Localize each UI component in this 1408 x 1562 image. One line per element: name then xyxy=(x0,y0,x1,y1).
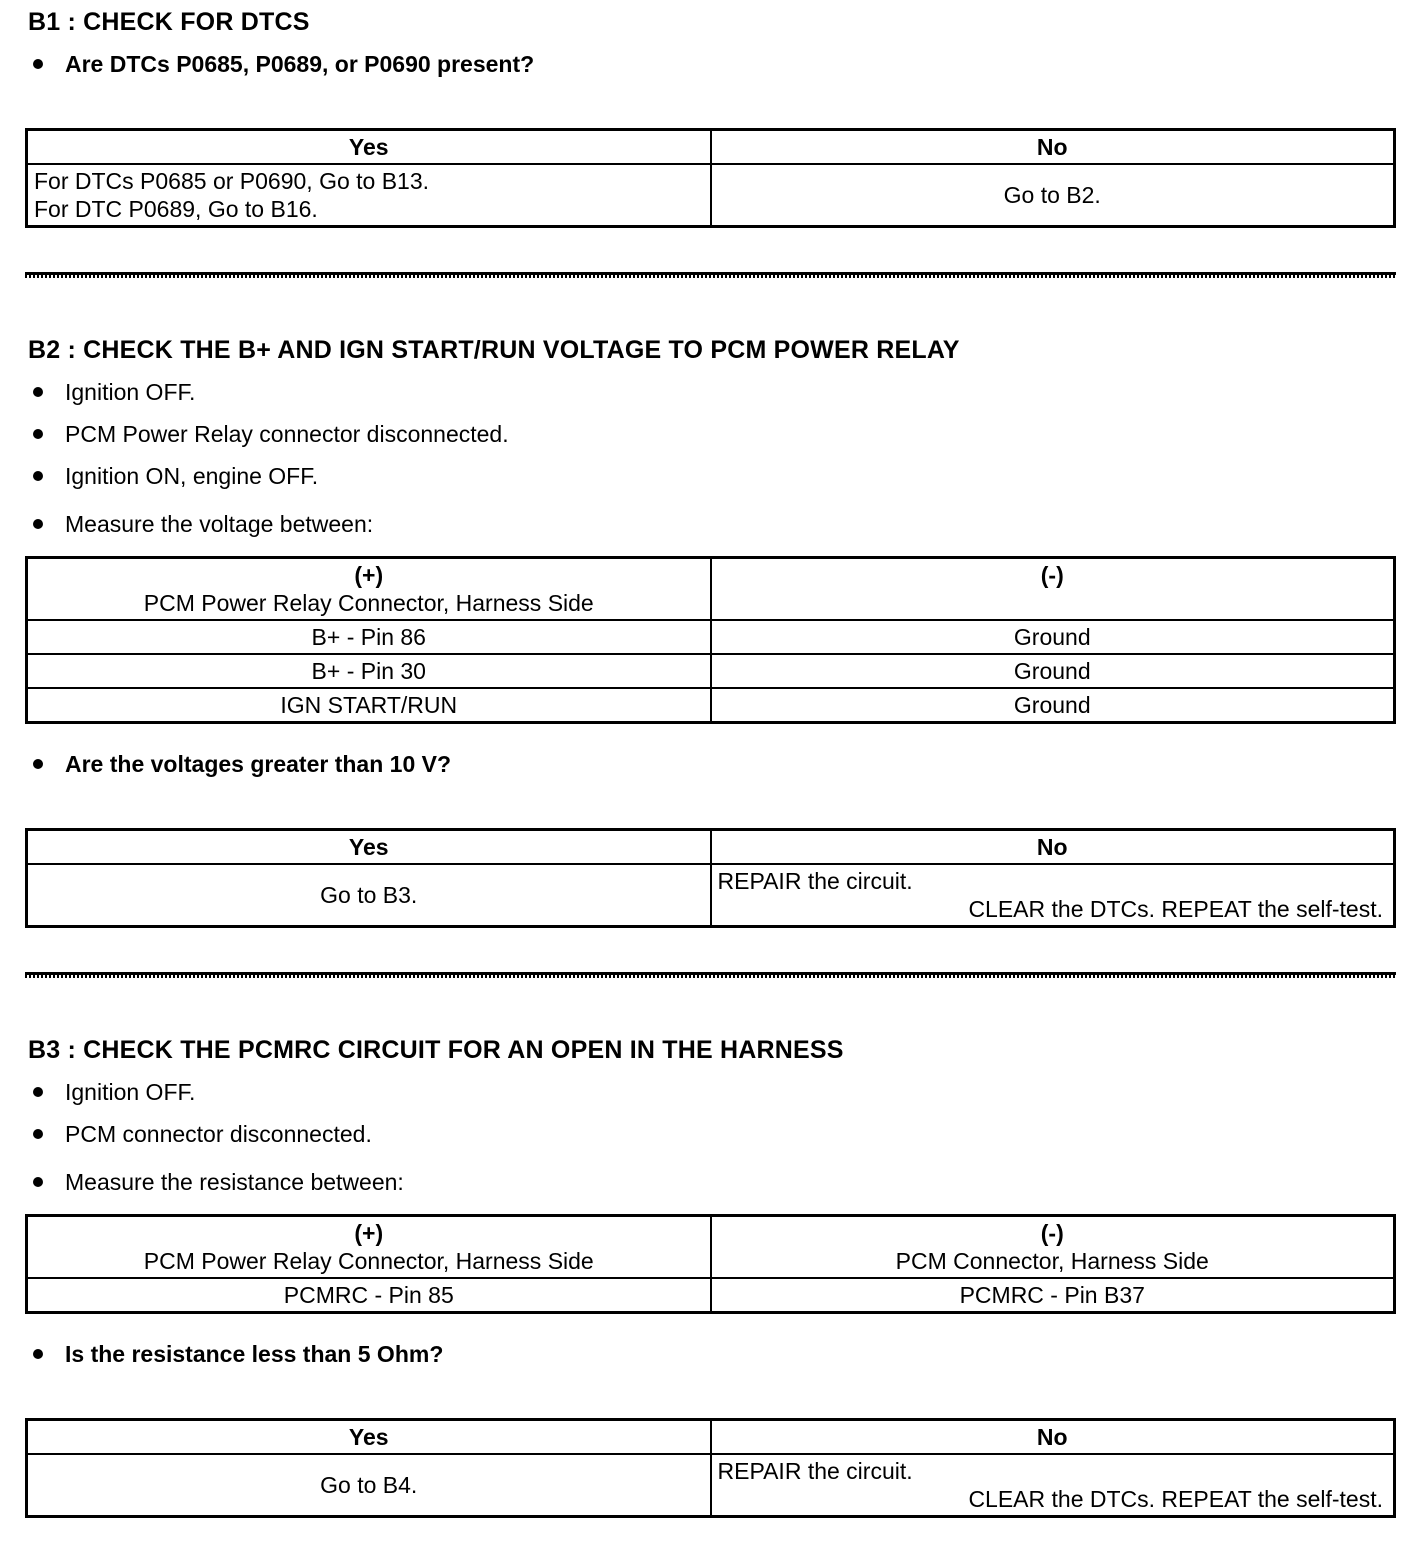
bullet-icon xyxy=(33,1087,43,1097)
measure-col1-sublabel: PCM Power Relay Connector, Harness Side xyxy=(143,1248,594,1274)
measure-cell: IGN START/RUN xyxy=(27,688,711,723)
measure-cell: Ground xyxy=(711,620,1395,654)
section-b3 xyxy=(25,1036,1396,1518)
question-text: Are DTCs P0685, P0689, or P0690 present? xyxy=(65,51,535,77)
section-b2-heading: B2 : CHECK THE B+ AND IGN START/RUN VOLTAGE TO PCM POWER RELAY xyxy=(28,336,960,364)
measure-header-row xyxy=(27,558,1395,621)
plus-sign-label: (+) xyxy=(354,1220,384,1246)
bullet-icon xyxy=(33,1129,43,1139)
measure-cell: B+ - Pin 30 xyxy=(27,654,711,688)
yes-header: Yes xyxy=(27,830,711,865)
bullet-icon xyxy=(33,519,43,529)
minus-sign-label: (-) xyxy=(1040,1220,1064,1246)
measure-table xyxy=(25,556,1396,724)
bullet-item xyxy=(25,510,1396,538)
measure-row xyxy=(27,1278,1395,1313)
bullet-text: Ignition OFF. xyxy=(65,379,196,405)
no-cell-line: REPAIR the circuit. xyxy=(717,1458,913,1484)
section-divider xyxy=(25,272,1396,278)
bullet-item xyxy=(25,1078,1396,1106)
measure-cell: B+ - Pin 86 xyxy=(27,620,711,654)
bullet-icon xyxy=(33,1177,43,1187)
bullet-icon xyxy=(33,429,43,439)
document-body xyxy=(25,8,1396,1518)
measure-row xyxy=(27,688,1395,723)
measure-col1-header xyxy=(27,1216,711,1279)
bullet-text: Measure the resistance between: xyxy=(65,1169,404,1195)
measure-cell: PCMRC - Pin B37 xyxy=(711,1278,1395,1313)
section-divider xyxy=(25,972,1396,978)
measure-col2-header xyxy=(711,558,1395,621)
section-b3-heading: B3 : CHECK THE PCMRC CIRCUIT FOR AN OPEN IN THE HARNESS xyxy=(28,1036,844,1064)
decision-table xyxy=(25,1418,1396,1518)
yes-cell xyxy=(27,164,711,227)
bullet-text: Measure the voltage between: xyxy=(65,511,374,537)
measure-cell: Ground xyxy=(711,688,1395,723)
section-b2 xyxy=(25,336,1396,928)
measure-col1-header xyxy=(27,558,711,621)
no-cell: Go to B2. xyxy=(711,164,1395,227)
measure-col2-sublabel: PCM Connector, Harness Side xyxy=(895,1248,1209,1274)
yes-header: Yes xyxy=(27,130,711,165)
no-cell-line: CLEAR the DTCs. REPEAT the self-test. xyxy=(968,1486,1383,1512)
measure-table xyxy=(25,1214,1396,1314)
decision-header-row xyxy=(27,1420,1395,1455)
decision-header-row xyxy=(27,830,1395,865)
yes-cell-line: For DTC P0689, Go to B16. xyxy=(34,196,318,222)
decision-table xyxy=(25,828,1396,928)
no-cell xyxy=(711,864,1395,927)
no-header: No xyxy=(711,130,1395,165)
question-text: Is the resistance less than 5 Ohm? xyxy=(65,1341,444,1367)
measure-row xyxy=(27,654,1395,688)
bullet-icon xyxy=(33,471,43,481)
measure-cell: PCMRC - Pin 85 xyxy=(27,1278,711,1313)
bullet-item xyxy=(25,420,1396,448)
bullet-text: Ignition ON, engine OFF. xyxy=(65,463,319,489)
decision-header-row xyxy=(27,130,1395,165)
decision-table xyxy=(25,128,1396,228)
yes-cell-line: For DTCs P0685 or P0690, Go to B13. xyxy=(34,168,430,194)
no-cell-line: CLEAR the DTCs. REPEAT the self-test. xyxy=(968,896,1383,922)
no-cell xyxy=(711,1454,1395,1517)
no-header: No xyxy=(711,1420,1395,1455)
no-cell-line: REPAIR the circuit. xyxy=(717,868,913,894)
decision-body-row xyxy=(27,164,1395,227)
no-header: No xyxy=(711,830,1395,865)
section-b1-heading: B1 : CHECK FOR DTCS xyxy=(28,8,310,36)
minus-sign-label: (-) xyxy=(1040,562,1064,588)
yes-cell: Go to B3. xyxy=(27,864,711,927)
decision-body-row xyxy=(27,1454,1395,1517)
yes-header: Yes xyxy=(27,1420,711,1455)
bullet-text: Ignition OFF. xyxy=(65,1079,196,1105)
bullet-icon xyxy=(33,1349,43,1359)
measure-col1-sublabel: PCM Power Relay Connector, Harness Side xyxy=(143,590,594,616)
bullet-icon xyxy=(33,59,43,69)
measure-cell: Ground xyxy=(711,654,1395,688)
bullet-text: PCM Power Relay connector disconnected. xyxy=(65,421,509,447)
measure-col2-header xyxy=(711,1216,1395,1279)
section-b1 xyxy=(25,8,1396,228)
question-item xyxy=(25,1340,1396,1368)
bullet-text: PCM connector disconnected. xyxy=(65,1121,372,1147)
measure-header-row xyxy=(27,1216,1395,1279)
bullet-icon xyxy=(33,387,43,397)
bullet-item xyxy=(25,1120,1396,1148)
decision-body-row xyxy=(27,864,1395,927)
plus-sign-label: (+) xyxy=(354,562,384,588)
question-item xyxy=(25,750,1396,778)
question-text: Are the voltages greater than 10 V? xyxy=(65,751,452,777)
bullet-item xyxy=(25,378,1396,406)
yes-cell: Go to B4. xyxy=(27,1454,711,1517)
bullet-icon xyxy=(33,759,43,769)
question-item xyxy=(25,50,1396,78)
bullet-item xyxy=(25,1168,1396,1196)
measure-row xyxy=(27,620,1395,654)
bullet-item xyxy=(25,462,1396,490)
